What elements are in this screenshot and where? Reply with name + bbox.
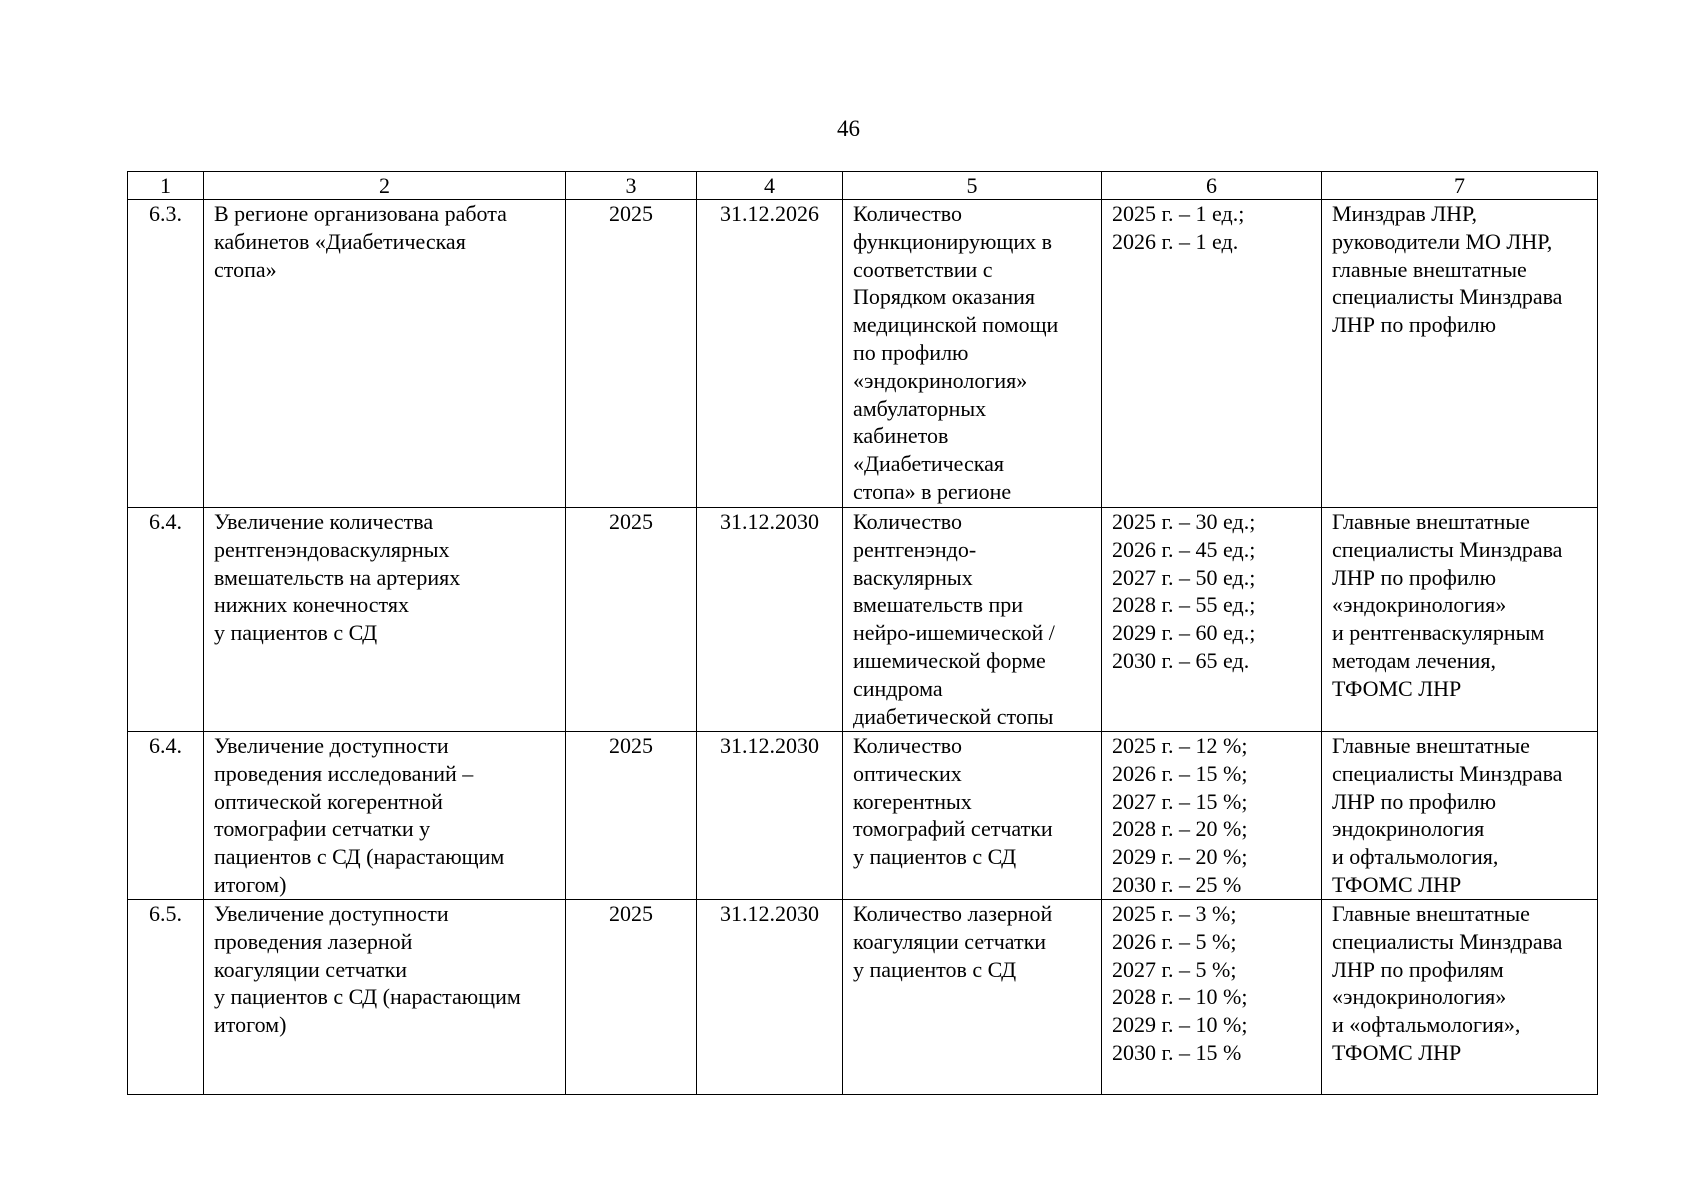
text-line: нейро-ишемической / — [853, 620, 1055, 646]
text-line: стопа» — [214, 256, 277, 282]
text-line: Главные внештатные — [1332, 509, 1530, 534]
text-line: 2028 г. – 10 %; — [1112, 984, 1248, 1010]
end-date: 31.12.2030 — [697, 732, 843, 900]
text-line: васкулярных — [853, 564, 973, 590]
text-line: Количество — [853, 733, 963, 758]
text-line: В регионе организована работа — [214, 201, 507, 226]
text-line: специалисты Минздрава — [1332, 928, 1563, 954]
text-line: эндокринология — [1332, 816, 1485, 842]
column-header: 7 — [1322, 172, 1598, 200]
text-line: специалисты Минздрава — [1332, 536, 1563, 562]
text-line: ишемической форме — [853, 647, 1046, 673]
text-line: проведения исследований – — [214, 760, 474, 786]
text-line: «эндокринология» — [853, 367, 1028, 393]
text-line: и «офтальмология», — [1332, 1012, 1521, 1038]
text-line: 2026 г. – 15 %; — [1112, 760, 1248, 786]
column-header: 1 — [128, 172, 204, 200]
text-line: Количество — [853, 201, 963, 226]
text-line: 2025 г. – 3 %; — [1112, 901, 1237, 926]
text-line: у пациентов с СД — [853, 956, 1017, 982]
indicator-cell — [843, 900, 1102, 1095]
text-line: главные внештатные — [1332, 256, 1527, 282]
header-row — [128, 172, 1598, 200]
event-cell — [204, 200, 566, 508]
text-line: медицинской помощи — [853, 312, 1059, 338]
text-line: ЛНР по профилю — [1332, 564, 1497, 590]
indicator-cell — [843, 200, 1102, 508]
text-line: когерентных — [853, 788, 972, 814]
text-line: проведения лазерной — [214, 928, 413, 954]
text-line: Главные внештатные — [1332, 901, 1530, 926]
text-line: у пациентов с СД — [853, 844, 1017, 870]
text-line: томографий сетчатки — [853, 816, 1053, 842]
text-line: 2025 г. – 30 ед.; — [1112, 509, 1256, 534]
event-cell — [204, 508, 566, 732]
text-line: 2030 г. – 15 % — [1112, 1039, 1242, 1065]
column-header: 2 — [204, 172, 566, 200]
values-cell — [1102, 732, 1322, 900]
text-line: вмешательств при — [853, 592, 1024, 618]
values-cell — [1102, 508, 1322, 732]
text-line: итогом) — [214, 871, 287, 897]
text-line: кабинетов — [853, 423, 949, 449]
text-line: соответствии с — [853, 256, 993, 282]
indicator-cell — [843, 508, 1102, 732]
text-line: 2025 г. – 12 %; — [1112, 733, 1248, 758]
text-line: Увеличение доступности — [214, 901, 449, 926]
text-line: нижних конечностях — [214, 592, 409, 618]
column-header: 5 — [843, 172, 1102, 200]
text-line: функционирующих в — [853, 228, 1053, 254]
text-line: ЛНР по профилю — [1332, 788, 1497, 814]
table-row — [128, 900, 1598, 1095]
text-line: руководители МО ЛНР, — [1332, 228, 1553, 254]
event-cell — [204, 900, 566, 1095]
text-line: ЛНР по профилям — [1332, 956, 1504, 982]
text-line: Минздрав ЛНР, — [1332, 201, 1478, 226]
text-line: коагуляции сетчатки — [214, 956, 408, 982]
row-number: 6.4. — [128, 508, 204, 732]
text-line: 2028 г. – 20 %; — [1112, 816, 1248, 842]
text-line: Количество — [853, 509, 963, 534]
text-line: итогом) — [214, 1012, 287, 1038]
text-line: специалисты Минздрава — [1332, 284, 1563, 310]
table-row — [128, 508, 1598, 732]
text-line: 2026 г. – 1 ед. — [1112, 228, 1239, 254]
plan-table — [127, 171, 1598, 1095]
start-year: 2025 — [566, 732, 697, 900]
row-number: 6.4. — [128, 732, 204, 900]
text-line: 2030 г. – 25 % — [1112, 871, 1242, 897]
text-line: рентгенэндоваскулярных — [214, 536, 450, 562]
text-line: вмешательств на артериях — [214, 564, 461, 590]
end-date: 31.12.2030 — [697, 508, 843, 732]
text-line: 2027 г. – 15 %; — [1112, 788, 1248, 814]
text-line: 2030 г. – 65 ед. — [1112, 647, 1250, 673]
text-line: ТФОМС ЛНР — [1332, 1039, 1462, 1065]
column-header: 3 — [566, 172, 697, 200]
column-header: 4 — [697, 172, 843, 200]
column-header: 6 — [1102, 172, 1322, 200]
text-line: 2029 г. – 10 %; — [1112, 1012, 1248, 1038]
table-row — [128, 732, 1598, 900]
text-line: 2029 г. – 20 %; — [1112, 844, 1248, 870]
text-line: Увеличение количества — [214, 509, 434, 534]
table-row — [128, 200, 1598, 508]
values-cell — [1102, 900, 1322, 1095]
text-line: рентгенэндо- — [853, 536, 977, 562]
text-line: томографии сетчатки у — [214, 816, 431, 842]
text-line: Увеличение доступности — [214, 733, 449, 758]
text-line: стопа» в регионе — [853, 478, 1012, 504]
text-line: Количество лазерной — [853, 901, 1053, 926]
text-line: 2026 г. – 45 ед.; — [1112, 536, 1256, 562]
responsible-cell — [1322, 200, 1598, 508]
text-line: ЛНР по профилю — [1332, 312, 1497, 338]
text-line: пациентов с СД (нарастающим — [214, 844, 505, 870]
values-cell — [1102, 200, 1322, 508]
text-line: оптических — [853, 760, 962, 786]
text-line: и офтальмология, — [1332, 844, 1499, 870]
text-line: «эндокринология» — [1332, 984, 1507, 1010]
text-line: Порядком оказания — [853, 284, 1036, 310]
text-line: «Диабетическая — [853, 451, 1004, 477]
start-year: 2025 — [566, 200, 697, 508]
start-year: 2025 — [566, 900, 697, 1095]
text-line: амбулаторных — [853, 395, 987, 421]
text-line: по профилю — [853, 339, 969, 365]
row-number: 6.5. — [128, 900, 204, 1095]
text-line: 2028 г. – 55 ед.; — [1112, 592, 1256, 618]
page-number: 46 — [837, 116, 860, 141]
responsible-cell — [1322, 732, 1598, 900]
text-line: 2026 г. – 5 %; — [1112, 928, 1237, 954]
text-line: синдрома — [853, 675, 943, 701]
text-line: у пациентов с СД — [214, 620, 378, 646]
indicator-cell — [843, 732, 1102, 900]
responsible-cell — [1322, 508, 1598, 732]
end-date: 31.12.2030 — [697, 900, 843, 1095]
text-line: диабетической стопы — [853, 703, 1054, 729]
text-line: «эндокринология» — [1332, 592, 1507, 618]
text-line: специалисты Минздрава — [1332, 760, 1563, 786]
event-cell — [204, 732, 566, 900]
text-line: Главные внештатные — [1332, 733, 1530, 758]
text-line: оптической когерентной — [214, 788, 443, 814]
end-date: 31.12.2026 — [697, 200, 843, 508]
text-line: 2029 г. – 60 ед.; — [1112, 620, 1256, 646]
start-year: 2025 — [566, 508, 697, 732]
text-line: 2027 г. – 5 %; — [1112, 956, 1237, 982]
row-number: 6.3. — [128, 200, 204, 508]
text-line: и рентгенваскулярным — [1332, 620, 1545, 646]
text-line: коагуляции сетчатки — [853, 928, 1047, 954]
text-line: 2027 г. – 50 ед.; — [1112, 564, 1256, 590]
text-line: кабинетов «Диабетическая — [214, 228, 466, 254]
text-line: ТФОМС ЛНР — [1332, 871, 1462, 897]
text-line: ТФОМС ЛНР — [1332, 675, 1462, 701]
text-line: методам лечения, — [1332, 647, 1496, 673]
text-line: у пациентов с СД (нарастающим — [214, 984, 521, 1010]
text-line: 2025 г. – 1 ед.; — [1112, 201, 1245, 226]
responsible-cell — [1322, 900, 1598, 1095]
